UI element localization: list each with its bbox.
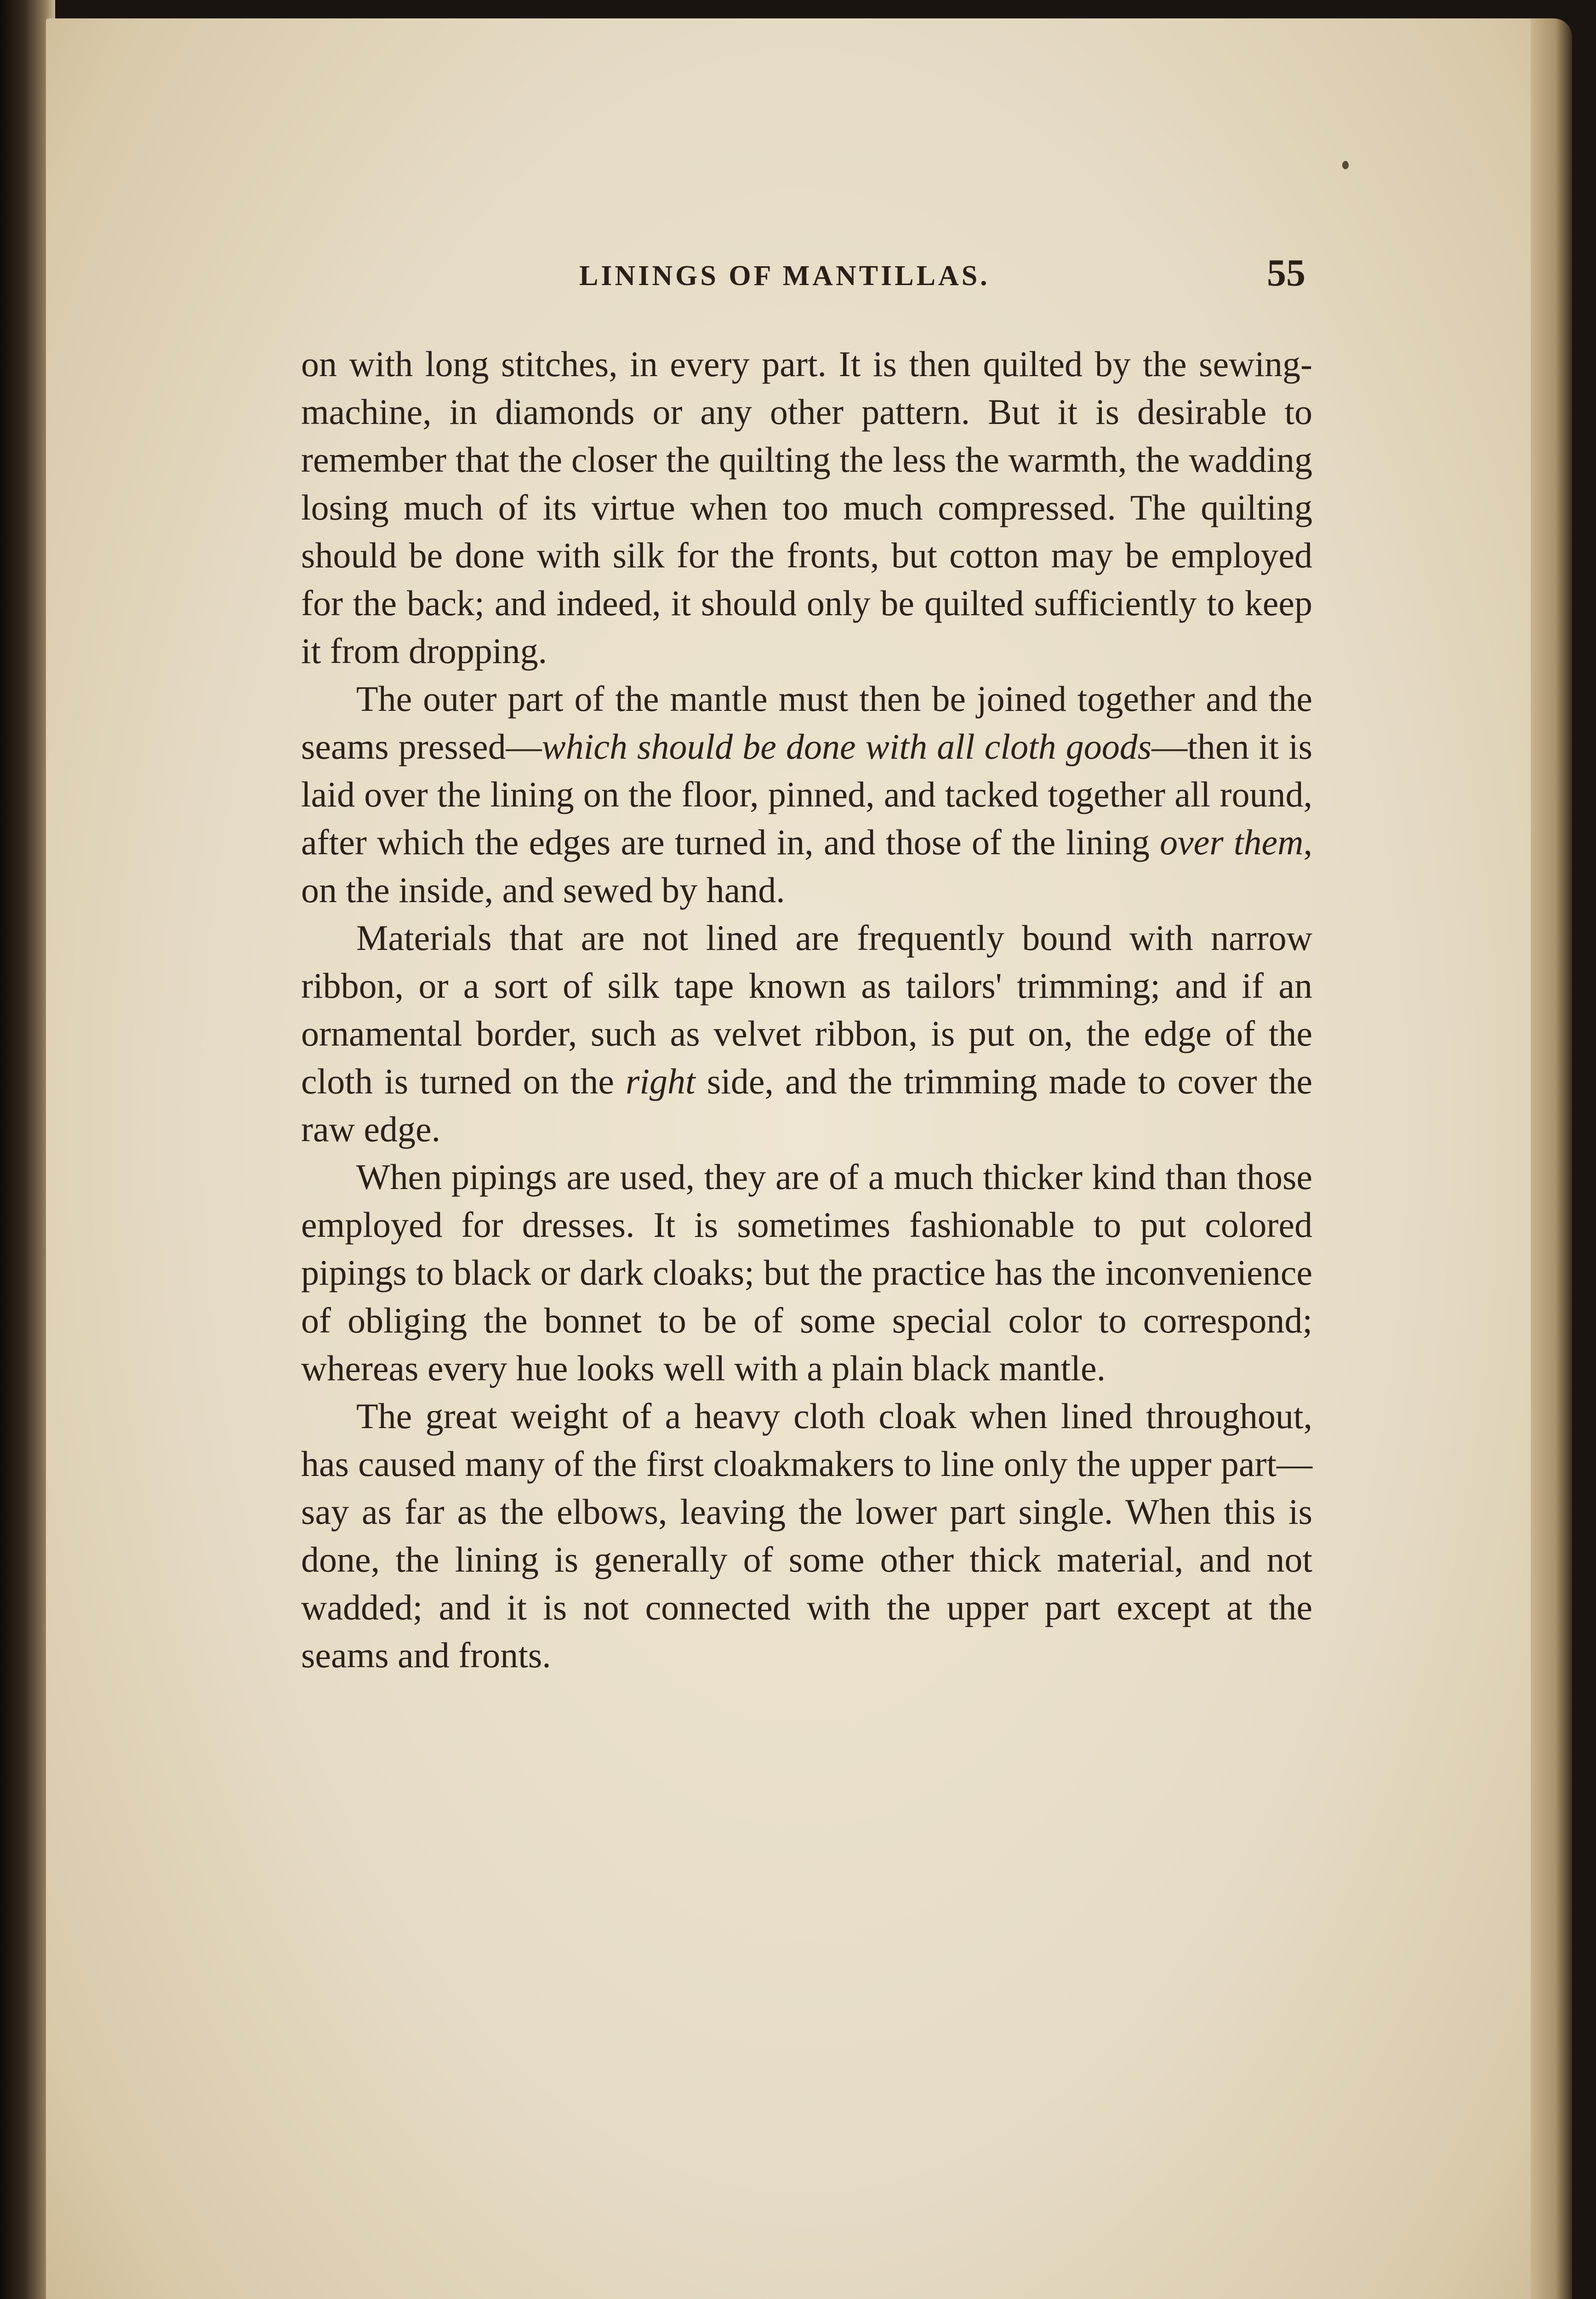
paragraph-2 (301, 675, 1312, 914)
paragraph-text: on with long stitches, in every part. It is then quilted by the sewing-machine, in diamonds or any other pattern. But it is desirable to remember that the closer the quilting the less the warmth, the wadding losing much of its virtue when too much compressed. The quilting should be done with silk for the fronts, but cotton may be employed for the back; and indeed, it should only be quilted sufficiently to keep it from dropping. (301, 344, 1312, 671)
italic-phrase: over them (1160, 822, 1304, 862)
paragraph-1 (301, 340, 1312, 675)
paragraph-text: —then it is laid over the lining on the floor, pinned, and tacked together all round, after which the edges are turned in, and those of the lining (301, 726, 1313, 862)
paragraph-text: Materials that are not lined are frequently bound with narrow ribbon, or a sort of silk tape known as tailors' trimming; and if an ornamental border, such as velvet ribbon, is put on, the edge of the cloth is turned on the (301, 918, 1312, 1101)
paragraph-text: The great weight of a heavy cloth cloak when lined throughout, has caused many of the first cloakmakers to line only the upper part—say as far as the elbows, leaving the lower part single. When this is done, the lining is generally of some other thick material, and not wadded; and it is not connected with the upper part except at the seams and fronts. (301, 1396, 1312, 1675)
paper-speck (1342, 161, 1349, 169)
page-edge (1531, 18, 1572, 2299)
paragraph-text: The outer part of the mantle must then be joined together and the seams pressed— (301, 679, 1312, 766)
paragraph-5 (301, 1392, 1312, 1679)
paragraph-4 (301, 1153, 1312, 1392)
running-head: LININGS OF MANTILLAS. (579, 260, 990, 292)
body-text (301, 340, 1312, 1679)
paragraph-text: When pipings are used, they are of a much thicker kind than those employed for dresses. It is sometimes fashionable to put colored pipings to black or dark cloaks; but the practice has the inconvenience of obliging the bonnet to be of some special color to correspond; whereas every hue looks well with a plain black mantle. (301, 1157, 1312, 1388)
paragraph-3 (301, 914, 1312, 1153)
page-header (294, 251, 1305, 301)
paragraph-text: , on the inside, and sewed by hand. (301, 822, 1313, 910)
italic-phrase: right (626, 1061, 695, 1101)
italic-phrase: which should be done with all cloth goods (542, 726, 1152, 766)
paragraph-text: side, and the trimming made to cover the raw edge. (301, 1061, 1312, 1149)
page-number: 55 (1267, 252, 1305, 294)
